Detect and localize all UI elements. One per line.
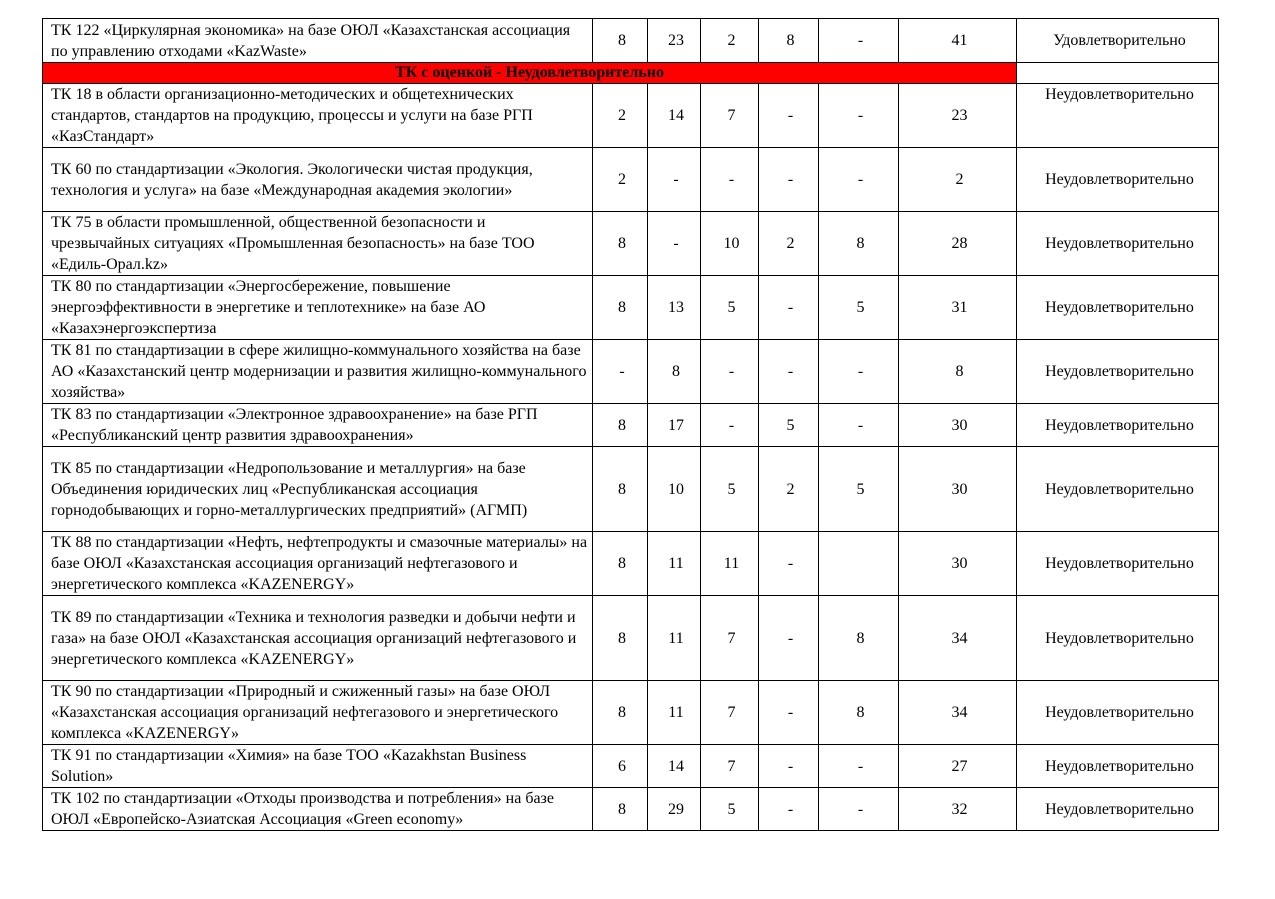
score-c5: -	[819, 84, 899, 148]
tk-name: ТК 75 в области промышленной, общественной безопасности и чрезвычайных ситуациях «Промышленная безопасность» на базе ТОО «Едиль-Орал.kz»	[43, 212, 593, 276]
section-header-row	[43, 63, 1219, 84]
score-c3: 11	[701, 532, 759, 596]
score-c2: 11	[648, 532, 701, 596]
score-total: 27	[899, 745, 1017, 788]
status-cell: Неудовлетворительно	[1017, 212, 1219, 276]
score-c4: 2	[759, 212, 819, 276]
score-c1: -	[593, 340, 648, 404]
score-c4: -	[759, 788, 819, 831]
score-c1: 8	[593, 788, 648, 831]
score-c2: 17	[648, 404, 701, 447]
score-c3: -	[701, 404, 759, 447]
score-c1: 8	[593, 276, 648, 340]
tk-name: ТК 89 по стандартизации «Техника и технология разведки и добычи нефти и газа» на базе ОЮЛ «Казахстанская ассоциация организаций нефтегазового и энергетического комплекса «KAZENERGY»	[43, 596, 593, 681]
score-c3: 5	[701, 447, 759, 532]
score-c3: 7	[701, 681, 759, 745]
score-c3: 10	[701, 212, 759, 276]
score-c2: 10	[648, 447, 701, 532]
status-cell: Неудовлетворительно	[1017, 276, 1219, 340]
score-c2: 13	[648, 276, 701, 340]
score-c4: -	[759, 84, 819, 148]
score-c5	[819, 532, 899, 596]
status-cell: Неудовлетворительно	[1017, 596, 1219, 681]
score-c1: 2	[593, 84, 648, 148]
table-row	[43, 84, 1219, 148]
score-c5: -	[819, 340, 899, 404]
status-cell: Неудовлетворительно	[1017, 681, 1219, 745]
score-total: 34	[899, 681, 1017, 745]
status-cell: Неудовлетворительно	[1017, 340, 1219, 404]
status-cell: Неудовлетворительно	[1017, 745, 1219, 788]
score-c1: 6	[593, 745, 648, 788]
table-row	[43, 596, 1219, 681]
score-c5: -	[819, 745, 899, 788]
score-c2: -	[648, 148, 701, 212]
table-row	[43, 148, 1219, 212]
tk-name: ТК 81 по стандартизации в сфере жилищно-коммунального хозяйства на базе АО «Казахстанский центр модернизации и развития жилищно-коммунального хозяйства»	[43, 340, 593, 404]
score-c4: 8	[759, 19, 819, 63]
tk-name: ТК 18 в области организационно-методических и общетехнических стандартов, стандартов на продукцию, процессы и услуги на базе РГП «КазСтандарт»	[43, 84, 593, 148]
status-cell: Неудовлетворительно	[1017, 84, 1219, 148]
score-c4: 5	[759, 404, 819, 447]
score-c1: 2	[593, 148, 648, 212]
score-c2: -	[648, 212, 701, 276]
score-total: 32	[899, 788, 1017, 831]
table-row	[43, 681, 1219, 745]
score-c2: 23	[648, 19, 701, 63]
table-row	[43, 447, 1219, 532]
score-c3: 7	[701, 596, 759, 681]
score-c3: -	[701, 148, 759, 212]
tk-name: ТК 90 по стандартизации «Природный и сжиженный газы» на базе ОЮЛ «Казахстанская ассоциация организаций нефтегазового и энергетического комплекса «KAZENERGY»	[43, 681, 593, 745]
status-cell: Неудовлетворительно	[1017, 447, 1219, 532]
score-c4: -	[759, 532, 819, 596]
tk-name: ТК 60 по стандартизации «Экология. Экологически чистая продукция, технология и услуга» на базе «Международная академия экологии»	[43, 148, 593, 212]
score-total: 23	[899, 84, 1017, 148]
tk-name: ТК 85 по стандартизации «Недропользование и металлургия» на базе Объединения юридических лиц «Республиканская ассоциация горнодобывающих и горно-металлургических предприятий» (АГМП)	[43, 447, 593, 532]
status-cell: Неудовлетворительно	[1017, 148, 1219, 212]
score-total: 34	[899, 596, 1017, 681]
score-c5: 5	[819, 447, 899, 532]
score-c3: 5	[701, 788, 759, 831]
score-c1: 8	[593, 212, 648, 276]
score-c1: 8	[593, 596, 648, 681]
tk-name: ТК 83 по стандартизации «Электронное здравоохранение» на базе РГП «Республиканский центр развития здравоохранения»	[43, 404, 593, 447]
score-c5: -	[819, 148, 899, 212]
table-row	[43, 212, 1219, 276]
score-c1: 8	[593, 19, 648, 63]
status-cell: Неудовлетворительно	[1017, 532, 1219, 596]
score-c3: -	[701, 340, 759, 404]
score-c2: 14	[648, 84, 701, 148]
score-c3: 5	[701, 276, 759, 340]
score-c2: 14	[648, 745, 701, 788]
score-c3: 2	[701, 19, 759, 63]
score-total: 30	[899, 532, 1017, 596]
status-cell: Неудовлетворительно	[1017, 788, 1219, 831]
score-c5: -	[819, 19, 899, 63]
status-cell: Удовлетворительно	[1017, 19, 1219, 63]
score-c4: 2	[759, 447, 819, 532]
score-c3: 7	[701, 745, 759, 788]
score-total: 2	[899, 148, 1017, 212]
score-c5: -	[819, 788, 899, 831]
score-total: 31	[899, 276, 1017, 340]
table-row	[43, 340, 1219, 404]
tk-name: ТК 88 по стандартизации «Нефть, нефтепродукты и смазочные материалы» на базе ОЮЛ «Казахстанская ассоциация организаций нефтегазового и энергетического комплекса «KAZENERGY»	[43, 532, 593, 596]
score-c4: -	[759, 276, 819, 340]
score-c1: 8	[593, 681, 648, 745]
tk-name: ТК 102 по стандартизации «Отходы производства и потребления» на базе ОЮЛ «Европейско-Азиатская Ассоциация «Green economy»	[43, 788, 593, 831]
score-c2: 29	[648, 788, 701, 831]
score-total: 28	[899, 212, 1017, 276]
table-row	[43, 788, 1219, 831]
section-header: ТК с оценкой - Неудовлетворительно	[43, 63, 1017, 84]
score-c4: -	[759, 681, 819, 745]
table-row	[43, 532, 1219, 596]
score-c5: -	[819, 404, 899, 447]
score-c4: -	[759, 745, 819, 788]
score-c2: 11	[648, 681, 701, 745]
score-total: 30	[899, 447, 1017, 532]
score-c3: 7	[701, 84, 759, 148]
status-cell: Неудовлетворительно	[1017, 404, 1219, 447]
score-c5: 8	[819, 212, 899, 276]
score-c2: 11	[648, 596, 701, 681]
score-total: 41	[899, 19, 1017, 63]
table-row	[43, 19, 1219, 63]
score-c1: 8	[593, 447, 648, 532]
tk-name: ТК 80 по стандартизации «Энергосбережение, повышение энергоэффективности в энергетике и теплотехнике» на базе АО «Казахэнергоэкспертиза	[43, 276, 593, 340]
score-c2: 8	[648, 340, 701, 404]
score-c4: -	[759, 340, 819, 404]
tk-evaluation-table	[42, 18, 1219, 831]
score-c4: -	[759, 596, 819, 681]
score-c1: 8	[593, 404, 648, 447]
tk-name: ТК 122 «Циркулярная экономика» на базе ОЮЛ «Казахстанская ассоциация по управлению отходами «KazWaste»	[43, 19, 593, 63]
score-c4: -	[759, 148, 819, 212]
score-c1: 8	[593, 532, 648, 596]
score-c5: 8	[819, 681, 899, 745]
score-total: 30	[899, 404, 1017, 447]
section-header-empty	[1017, 63, 1219, 84]
tk-name: ТК 91 по стандартизации «Химия» на базе ТОО «Kazakhstan Business Solution»	[43, 745, 593, 788]
table-row	[43, 404, 1219, 447]
table-row	[43, 276, 1219, 340]
score-total: 8	[899, 340, 1017, 404]
score-c5: 5	[819, 276, 899, 340]
table-row	[43, 745, 1219, 788]
score-c5: 8	[819, 596, 899, 681]
